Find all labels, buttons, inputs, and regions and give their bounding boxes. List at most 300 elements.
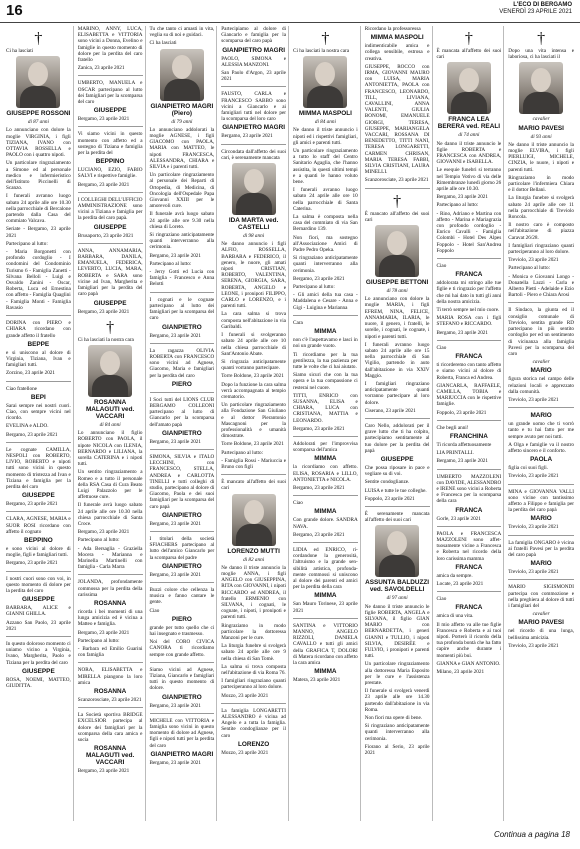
notice-text: Bergamo, 23 aprile 2021	[149, 571, 201, 578]
portrait-head	[387, 231, 407, 255]
notice-text: Si ringrazia anticipatamente quanti vorranno partecipare.	[221, 358, 286, 372]
notice-text: Milano, 23 aprile 2021	[436, 669, 485, 675]
portrait-photo	[519, 62, 563, 114]
portrait-body	[236, 524, 272, 546]
notice-divider	[78, 75, 143, 76]
notice-text: Tu che tanto ci amasti in vita, veglia su di noi e guidaci.	[149, 26, 215, 39]
notice-text: Bergamo, 23 aprile 2021	[149, 438, 201, 445]
portrait-head	[172, 55, 192, 79]
portrait-photo	[375, 225, 419, 277]
notice-text: PAOLO, SIMONA e ALESSIA MANZONI.	[221, 55, 286, 68]
deceased-name: PAOLA	[530, 456, 553, 464]
notice-text: Bergamo, 23 aprile 2021	[436, 458, 488, 465]
notice-text: Sarai sempre nei nostri cuori. Ciao, con sempre vicini nel ricordo.	[6, 402, 71, 422]
notice-text: I funerali avranno luogo sabato 24 aprile alle ore 15 nella parrocchiale di San Vigilio, partendo in auto dall'abitazione in via XXIV Maggio.	[364, 341, 430, 379]
notice-text: Gorle, 23 aprile 2021	[436, 515, 481, 522]
deceased-name: ROSANNA	[93, 688, 127, 696]
notice-divider	[508, 302, 574, 303]
notice-text: LUISA e tutte le tue colleghe.	[364, 487, 427, 494]
deceased-name: MARIO	[530, 412, 552, 420]
notice-text: Il Sindaco, la giunta ed il consiglio comunale di Treviolo, sentita grande RD partecipano in più sentito cordoglio per ed un sentimento di vicinanza alla famiglia Pavesi per la scomparsa del caro	[508, 307, 574, 357]
notice-subline: di 74 anni	[458, 132, 480, 139]
notice-text: Si ringraziano anticipatamente quanti interverranno alla cerimonia.	[364, 723, 430, 742]
notice-text: Ciao	[436, 596, 447, 603]
deceased-name: GIANPIETRO	[161, 562, 202, 570]
notice-text: TITTI, ENRICO con SUSANNA, ELISA e CHIARA, LUCA con CRISTIANA, MATTIA e LEONARDO.	[293, 392, 358, 424]
notice-divider	[6, 571, 71, 572]
notice-divider	[6, 315, 71, 316]
notice-subline: di 97 anni	[386, 595, 408, 602]
notice-text: ANNA, ANNAMARIA, BARBARA, DANILA, EMANUELA, FEDERICA, LEVERTO, LUCIA, MARA, ROBERTA e SARA sono vicine ad Ivan, Margherita e famigliari per la perdita del caro papà	[77, 247, 143, 298]
notice-subline: di 82 anni	[243, 556, 265, 563]
notice-text: Lo annunciano addolorati la moglie AGNESE, i figli GIACOMO con PAOLA, MARIA con MATTEO, le nipoti FRANCESCA, ALESSANDRA, CHIARA e SILVIA e i parenti tutti.	[149, 126, 215, 171]
notice-text: Fiorano al Serio, 23 aprile 2021	[364, 743, 430, 757]
portrait-head	[531, 68, 551, 92]
notice-text: Ne danno il triste annuncio le figlie ROBERTA e FRANCESCA con ANDREA, GIOVANNI e ISABELLA.	[436, 140, 502, 166]
notice-text: figlia coi suoi figli.	[508, 465, 549, 472]
notice-text: I funerali si svolgeranno sabato 24 aprile alle ore 10 nella chiesa parrocchiale di Sant'Antonio Abate.	[221, 332, 286, 357]
notice-text: grande per tutto quello che ci hai insegnato e trasmesso.	[149, 624, 215, 637]
notice-text: PAOLA e FRANCESCA MAZZOLENI sono affettuosamente vicine a Francesca e Roberta nel ricordo della loro carissima mamma	[436, 530, 502, 562]
deceased-name: GIUSEPPE	[22, 667, 55, 675]
portrait-head	[387, 531, 407, 555]
portrait-photo	[303, 56, 347, 108]
notice-text: Mozzo, 23 aprile 2021	[221, 749, 269, 756]
portrait-body	[20, 86, 56, 108]
notice-text: - Rino, Adriano e Martina con affetto - Marina e Mariagrazia con profondo cordoglio - Enrico Cavalli - Famiglia Colombi - Hotel Des Alpes Foppolo - Hotel San'Andrea Foppolo	[436, 210, 502, 254]
notice-text: Ti ricordiamo per la tua gentilezza, la tua pazienza per tutte le volte che ci hai aiutato.	[293, 351, 358, 370]
obituary-column	[435, 26, 505, 821]
deceased-name: ROSANNA MALAGUTI ved. VACCARI	[85, 398, 135, 420]
obituary-column	[76, 26, 146, 821]
notice-text: Zorzino, 23 aprile 2021	[6, 370, 55, 377]
notice-text: Un sentito ringraziamento a Romeo e a tutto il personale della RSA Casa di Cura Beato Luigi Palazzolo per le affettuose cure.	[77, 469, 143, 501]
deceased-name: MIMMA MASPOLI	[370, 34, 424, 42]
notice-text: e si uniscono al dolore di Virginia, Tiziana, Ivan e famigliari tutti.	[6, 349, 71, 369]
notice-text: I famigliari ringraziano quanti parteciperanno al loro dolore.	[508, 242, 574, 256]
deceased-name: GIANPIETRO MAGRI (Piero)	[150, 102, 214, 117]
notice-text: Ciao	[149, 607, 160, 614]
notice-text: Bergamo, 23 aprile 2021	[293, 484, 345, 491]
notice-text: Partecipano al lutto:	[6, 240, 48, 247]
notice-text: Treviolo, 23 aprile 2021	[508, 642, 559, 649]
notice-text: Ringraziamo in modo particolare la dottoressa Manzoni per le cure.	[221, 622, 286, 641]
deceased-name: GIUSEPPE	[380, 455, 414, 463]
notice-text: LIDIA ed ENRICO, ricordandone la generosità, l'altruismo e la grande sensibilità artistica, profondamente commossi si uniscono al dolore dei parenti ed amici per la perdita della cara	[293, 546, 358, 591]
page-number: 16	[6, 2, 23, 19]
publication-info	[499, 2, 572, 16]
notice-text: Ti terrò sempre nel mio cuore.	[436, 307, 500, 314]
deceased-name: FRANCA LEA BERERA ved. REALI	[437, 116, 500, 131]
notice-divider	[293, 315, 358, 316]
notice-text: Ne danno il triste annuncio la moglie ANNA, i figli ANGELO con GIUSEPPINA, RITA con GIOVANNI, i nipoti RICCARDO ed ANDREA, il fratello ERMENIO con SILVANA, i cognati, le cognate, i nipoti, i pronipoti e parenti tutti.	[221, 564, 286, 621]
obituary-columns	[4, 26, 576, 821]
notice-text: Partecipano al lutto:	[436, 202, 479, 209]
notice-text: Dopo la funzione la cara salma verrà accompagnata al tempio crematorio.	[221, 381, 286, 400]
notice-text: ti ricorderemo con tanto affetto e siamo vicini al dolore di Roberta, Franca ed Andrea.	[436, 362, 502, 381]
notice-divider	[6, 381, 71, 382]
notice-text: I titolari della società SFIACHERS partecipano al lutto dell'amico Giancarlo per la scomparsa del padre	[149, 535, 215, 561]
notice-text: Ci ha lasciati	[149, 40, 177, 47]
notice-text: amica di una vita.	[436, 613, 474, 620]
deceased-name: LORENZO	[238, 740, 270, 748]
notice-text: Il funerale avrà luogo sabato 24 aprile alle ore 10.30 nella chiesa parrocchiale di Santa Croce.	[77, 502, 143, 527]
portrait-head	[100, 351, 120, 375]
notice-text: Il nostro caro è composto nell'abitazione di piazza Caravat 26/28.	[508, 222, 574, 241]
notice-divider	[78, 192, 143, 193]
deceased-name: GIANPIETRO	[161, 429, 202, 437]
obituary-column	[148, 26, 218, 821]
notice-subline: di 98 anni	[243, 233, 265, 240]
notice-text: - Ada Bersaglia - Graziella Mocera - Marianna e Marinella Martinelli con famiglia - Carla Marra	[77, 545, 143, 571]
notice-text: e sono vicini al dolore di moglie, figli e famigliari tutti.	[6, 545, 71, 559]
notice-divider	[437, 526, 502, 527]
notice-text: Ringraziamo in modo particolare l'infermiera Chiara e il dottor Bellani.	[508, 174, 574, 194]
notice-text: Vi siamo vicini in questo momento con affetto ed a sostegno di Tiziana e famiglia per la perdita del	[77, 131, 143, 157]
portrait-head	[315, 62, 335, 86]
notice-text: La salma si trova composta nell'abitazione di via Roma 76.	[221, 663, 286, 677]
notice-text: Il mio affetto va alle tue figlie Francesca e Roberta e ai tuoi nipoti. Porterò il ricordo della tua profonda bontà che ha fatto capire anche durante i momenti più bui.	[436, 621, 502, 659]
notice-text: FAUSTO, CARLA e FRANCESCO SABBO sono vicini a Giancarlo e ai famigliari tutti nel dolore per la scomparsa del loro caro	[221, 91, 286, 123]
notice-text: Ciao	[436, 344, 447, 351]
notice-text: A Olga e famiglie va il nostro affetto sincero e il conforto.	[508, 441, 574, 454]
notice-text: Brusaporto, 23 aprile 2021	[77, 232, 134, 239]
deceased-name: GIUSEPPE	[93, 107, 127, 115]
notice-divider	[365, 506, 430, 507]
notice-text: Ne danno il triste annuncio i nipoti ed i rispettivi famigliari, gli amici e parenti tutti.	[293, 127, 358, 146]
notice-divider	[150, 713, 215, 714]
notice-text: Partecipano al lutto:	[77, 537, 120, 544]
notice-divider	[293, 436, 358, 437]
notice-subline: di 84 anni	[99, 421, 121, 428]
notice-text: Bergamo, 23 aprile 2021	[77, 768, 130, 775]
deceased-name: GIUSEPPE	[22, 596, 55, 604]
deceased-name: GIANPIETRO MAGRI	[222, 124, 286, 132]
notice-text: - Monica e Giovanni Longo - Donatella Lazzi - Carla e Alberto Pietti - Adelaide e Ezio Bartoli - Piero e Chiara Arosi	[508, 273, 574, 299]
deceased-name: BEPPE	[27, 340, 50, 348]
portrait-body	[236, 193, 272, 215]
notice-text: I famigliari ringraziano anticipatamente quanti vorranno partecipare al loro dolore.	[364, 380, 430, 406]
obituary-column	[219, 26, 289, 821]
notice-text: Bergamo, 23 aprile 2021	[149, 520, 201, 527]
deceased-name: FRANCA	[455, 353, 483, 361]
notice-text: ricorda i bei momenti di una lunga amicizia ed è vicina a Matteo e famiglia.	[77, 608, 143, 628]
portrait-body	[379, 555, 415, 577]
notice-divider	[150, 343, 215, 344]
publication-name: L'ECO DI BERGAMO	[513, 2, 572, 8]
cross-icon: †	[537, 30, 546, 47]
notice-text: Il funerale si svolgerà venerdì 23 aprile alle ore 14.30 partendo dall'abitazione in via Roma.	[364, 688, 430, 713]
notice-text: Treviolo, 23 aprile 2021	[508, 396, 559, 403]
notice-text: Siamo sicuri che con la tua opera e la tua compassione ci resterai nel cuore.	[293, 372, 358, 391]
notice-text: Buzzi colore che cellenza la musica e fanno cantare le gente.	[149, 586, 215, 606]
notice-divider	[293, 618, 358, 619]
notice-text: Le cognate CAMILLA, NESPOLI con ROBERTO, LIVIO, ROBERTO e nipoti tutti sono vicini in questo momento di tristezza ad Ivan e Tiziana e famiglia per la perdita del caro	[6, 446, 71, 490]
notice-text: Scanzorosciate, 23 aprile 2021	[364, 177, 429, 184]
notice-text: Bergamo, 23 aprile 2021	[293, 531, 345, 538]
notice-subline: di 84 anni	[314, 119, 336, 126]
notice-text: GIANCARLA, RAFFAELE, CAMILLA, TOBIA e MARIUCCIA con le rispettive famiglie.	[436, 382, 502, 408]
notice-text: - Maria Borgonetti con profondo cordoglio - I condomini del Condominio Turismo 6 - Famiglia Zanetti - Silvana Belloli - Luigi e Osvaldo Zanini - Oscar, Roberta, Luca ed Ernestina con affetto - Famiglia Quaglini - Famiglia Monti - Famiglia Ravasio	[6, 249, 71, 311]
deceased-name: MIMMA MASPOLI	[298, 110, 352, 118]
portrait-body	[451, 92, 487, 114]
notice-text: Partecipiamo al dolore di Giancarlo e famiglia per la scomparsa del caro papà	[221, 26, 286, 45]
portrait-photo	[375, 525, 419, 577]
notice-text: I Soci tutti del LIONS CLUB BERGAMO COLLEONI partecipano al lutto di Giancarlo per la scomparsa dell'amato papà	[149, 396, 215, 428]
deceased-name: MARIO	[530, 560, 552, 568]
deceased-name: GIUSEPPE	[93, 223, 127, 231]
notice-text: Che possa riposare in pace e vegliare su di voi.	[364, 464, 430, 478]
notice-text: EVELINA e ALDO.	[6, 423, 49, 430]
deceased-name: MIMMA	[314, 455, 337, 463]
notice-text: Treviolo, 23 aprile 2021	[508, 569, 559, 576]
notice-text: Ne danno il triste annuncio la moglie ELVIRA, i figli PIERLUIGI, MICHELE, CINZIA, le nuore, i nipoti e parenti tutti.	[508, 141, 574, 173]
deceased-name: MARIO PAVESI	[518, 124, 564, 132]
deceased-name: ROSANNA MALAGUTI ved. VACCARI	[85, 745, 135, 767]
page-header	[0, 0, 580, 23]
notice-text: Un particolare ringraziamento a Simone ed al personale medico e infermieristico dell'Istituto Piccinelli di Scanzo.	[6, 160, 71, 192]
notice-text: Sentite condoglianze.	[364, 479, 410, 486]
notice-text: non c'è l'aspettavamo e lasci in noi un grande vuoto.	[293, 337, 358, 350]
notice-text: Bergamo, 23 aprile 2021	[77, 116, 130, 123]
notice-text: I funerali avranno luogo sabato 24 aprile alle ore 10 nella parrocchiale di Santa Caterina.	[293, 187, 358, 212]
notice-text: I famigliari ringraziano quanti parteciperanno al loro dolore.	[221, 678, 286, 691]
notice-text: Non fiori, ma sostegno all'Associazione Amici di Padre Pedro Opeka.	[293, 234, 358, 254]
notice-text: Un particolare ringraziamento alla dottoressa Maria Esposito per le cure e l'assistenza prestate.	[364, 661, 430, 687]
portrait-photo	[160, 49, 204, 101]
notice-text: Torre Boldone, 23 aprile 2021	[221, 441, 284, 448]
notice-text: LIA PRINTALLI.	[436, 450, 474, 457]
notice-text: Un particolare ringraziamento alla Fondazione San Giuliano e al dottor Pierantonio Mascagnoni per la professionalità e umanità dimostrate.	[221, 402, 286, 440]
notice-text: addolorata mi stringo alle tue figlie e ti ringrazio per l'affetto che mi hai dato in tutti gli anni della nostra amicizia.	[436, 280, 502, 305]
notice-text: Siamo vicini ad Agnese, Tiziana, Giancarlo e famigliari tutti in questo momento di dolore.	[149, 666, 215, 692]
notice-text: SANTINA e VITTORIO MANNO, ANGELO RIZZOLI, DANIELA CAVALLO e tutti gli amici della GRAFICA T, DOLORI di Matera ricordano con affetto la cara amica	[293, 622, 358, 667]
notice-text: Bergamo, 23 aprile 2021	[149, 759, 201, 766]
notice-text: - Barbara ed Emilio Guarini con famiglia	[77, 646, 143, 659]
notice-divider	[150, 392, 215, 393]
notice-subline: cavalier	[532, 611, 550, 618]
notice-text: Il funerale avrà luogo sabato 24 aprile alle ore 9.30 nella chiesa di Loreto.	[149, 211, 215, 230]
notice-divider	[78, 662, 143, 663]
notice-text: Locate, 23 aprile 2021	[436, 580, 484, 587]
notice-text: Scanzorosciate, 23 aprile 2021	[77, 697, 142, 704]
notice-text: San Mauro Torinese, 23 aprile 2021	[293, 601, 358, 614]
notice-divider	[437, 340, 502, 341]
notice-divider	[78, 707, 143, 708]
notice-text: Cara	[293, 319, 303, 326]
notice-text: MARINO, ANNY, LUCA, ELISABETTA e VITTORIA sono vicini a Donna, Evelino e famiglie in questo momento di dolore per la perdita del caro fratello	[77, 26, 143, 64]
notice-divider	[508, 535, 574, 536]
notice-text: Dopo una vita intensa e laboriosa, ci ha lasciati il	[508, 48, 574, 61]
notice-text: nel ricordo di una lunga, bellissima amicizia.	[508, 628, 574, 641]
notice-divider	[221, 86, 286, 87]
portrait-head	[244, 500, 264, 524]
cross-icon: †	[321, 30, 330, 47]
notice-text: La famiglia LONGARETTI ALESSANDRO è vicina ad Angelo e a tutta la famiglia. Sentite condoglianze per il caro	[221, 707, 286, 739]
cross-icon: †	[34, 30, 43, 47]
cross-icon: †	[464, 30, 473, 47]
notice-text: un grande uomo che ti vorrò tanto e tu hai fatto per me sempre avuto per noi tutti.	[508, 421, 574, 440]
notice-text: In questo doloroso momento ci uniamo vicino a Virginia, Ivano, Margherita, Paolo e Tiziana per la perdita del caro	[6, 641, 71, 666]
notice-text: Ciao fratellone	[6, 385, 37, 392]
notice-text: Treviolo, 23 aprile 2021	[508, 524, 559, 531]
notice-text: Ci ha lasciati	[6, 48, 34, 54]
notice-subline: cavalier	[532, 359, 550, 366]
notice-text: la ricordiamo con affetto. ELISA, ROSARIA e LILLO, ANTONIETTA e NICOLA.	[293, 464, 358, 483]
notice-subline: di 93 anni	[530, 133, 552, 140]
notice-text: Bergamo, 23 aprile 2021	[6, 431, 58, 438]
notice-text: Foppolo, 23 aprile 2021	[364, 495, 415, 502]
portrait-photo	[232, 163, 276, 215]
notice-divider	[365, 418, 430, 419]
notice-text: È mancata all'affetto dei suoi cari	[436, 48, 502, 61]
obituary-column	[506, 26, 576, 821]
notice-text: Matera, 23 aprile 2021	[293, 677, 341, 684]
notice-text: Bergamo, 23 aprile 2021	[149, 252, 201, 259]
notice-text: Le esequie funebri si terranno nel Tempio Votivo di via delle Rimembranze lunedì giorno 26 aprile alle ore 10.30.	[436, 167, 502, 193]
deceased-name: MIMMA	[314, 508, 337, 516]
notice-divider	[150, 531, 215, 532]
notice-text: Ricordano la professoressa	[364, 26, 421, 32]
notice-text: I nostri cuori sono con voi, in questo momento di dolore per la perdita del caro	[6, 575, 71, 594]
notice-text: Un particolare ringraziamento al personale dei Reparti di Ortopedia, di Medicina, di Oncologia dell'Ospedale Papa Giovanni XXIII per le amorevoli cure.	[149, 172, 215, 210]
deceased-name: GIANPIETRO	[161, 511, 202, 519]
notice-divider	[437, 258, 502, 259]
notice-text: La liturgia funebre si svolgerà sabato 24 aprile alle ore 9 nella chiesa di San Tomè.	[221, 643, 286, 662]
deceased-name: MARIO	[530, 515, 552, 523]
notice-text: Bergamo, 23 aprile 2021	[6, 501, 58, 508]
notice-divider	[221, 474, 286, 475]
portrait-photo	[88, 345, 132, 397]
notice-divider	[437, 420, 502, 421]
notice-text: Bergamo, 23 aprile 2021	[77, 629, 130, 636]
notice-text: - Famiglia Rossi - Mariuccia e Bruno con figli	[221, 457, 286, 470]
notice-text: Foppolo, 23 aprile 2021	[436, 409, 487, 416]
notice-text: Ciao	[436, 263, 447, 270]
notice-text: La Società sportiva BRIDGE EXCELSIOR partecipa al dolore dei famigliari per la scomparsa della cara amica e socia	[77, 712, 143, 744]
deceased-name: IDA MARTA ved. CASTELLI	[228, 217, 279, 232]
deceased-name: BEPPINO	[95, 158, 125, 166]
deceased-name: PIERO	[171, 380, 192, 388]
publication-date: VENERDÌ 23 APRILE 2021	[499, 9, 572, 15]
portrait-head	[459, 68, 479, 92]
notice-text: SIMONA, SILVIA e ITALO LECCHINI, con FRANCESCO, STELLA, ANDREA e CARLOTTA TINELLI e tutti colleghi di studio, partecipano al dolore di Giacomo, Paola e dei suoi famigliari per la scomparsa del caro papà	[149, 453, 215, 510]
notice-divider	[6, 442, 71, 443]
notice-text: GIANNA e GIAN ANTONIO.	[436, 660, 501, 667]
notice-text: Torre Boldone, 23 aprile 2021	[221, 373, 284, 380]
notice-divider	[150, 582, 215, 583]
notice-text: GIUSEPPE, ROCCO con IRMA, GIOVANNI MAURO con LUISA, MARIA ANTONIETTA, PAOLA con FRANCESCO, LEONARDO, TILL, LIVIANA, CAVALLINI, ANNA VALENTI, GIULIA BONOMI, EMANUELE GIORGI, TERESA, GIUSEPPE, MARIANGELA VACCARI, ROSSANA DI BENEDETTO, TITTI NANI, TERESA LONGARETTI, CARMEN CHRISAN, MARIA TERESA FABBI, SILVIA CRISTIANI, LAURA MINELLI.	[364, 63, 430, 176]
notice-divider	[437, 469, 502, 470]
notice-subline: di 79 anni	[171, 118, 193, 125]
notice-text: Bergamo, 23 aprile 2021	[221, 133, 273, 140]
notice-text: Caro Nello, addolorati per il grave lutto che ti ha colpito, partecipiamo sentitamente al tuo dolore per la perdita del papà	[364, 422, 430, 454]
notice-text: I COLLEGHI DELL'UFFICIO AMMINISTRAZIONE sono vicini a Tiziana e famiglia per la perdita del caro papà.	[77, 196, 143, 222]
notice-text: Bergamo, 23 aprile 2021	[6, 560, 58, 567]
notice-text: Lo annunciano con dolore la moglie MARIA, i figli EFREM, NINA, FELICE, ANNAMARIA, ILARIA, le nuore, il genero, i fratelli, le sorelle, i cognati, le cognate, i nipoti e parenti tutti.	[364, 296, 430, 340]
notice-text: MINA e GIOVANNA VALLI sono vicine con tantissimo affetto a Filippo e famiglia per la perdita del caro papà	[508, 488, 574, 514]
deceased-name: GIUSEPPE ROSSONI	[6, 110, 71, 118]
deceased-name: MARIO	[530, 367, 552, 375]
notice-text: Ti ricorda affettuosamente	[436, 441, 492, 448]
obituary-column	[4, 26, 74, 821]
notice-divider	[221, 703, 286, 704]
notice-text: Partecipano al lutto:	[149, 260, 192, 267]
notice-divider	[508, 579, 574, 580]
notice-text: I funerali avranno luogo sabato 24 aprile alle ore 10.30 nella parrocchiale di Bercalone partendo dalla Casa del commiato Valcava.	[6, 193, 71, 225]
notice-subline: di 87 anni	[27, 119, 49, 126]
notice-divider	[221, 144, 286, 145]
deceased-name: MARIO PAVESI	[518, 619, 564, 627]
notice-text: Bergamo, 23 aprile 2021	[436, 329, 488, 336]
notice-divider	[78, 243, 143, 244]
obituary-column	[363, 26, 433, 821]
cross-icon: †	[393, 192, 402, 210]
notice-divider	[78, 574, 143, 575]
deceased-name: FRANCHINA	[449, 432, 488, 440]
notice-text: LUCIANO, EZIO, FABIO SALVI e rispettive famiglie.	[77, 167, 143, 180]
portrait-photo	[16, 56, 60, 108]
portrait-body	[523, 92, 559, 114]
deceased-name: FRANCA	[455, 506, 483, 514]
portrait-head	[244, 169, 264, 193]
notice-text: Partecipano al lutto:	[508, 265, 551, 272]
notice-text: indimenticabile amica e collega sensibile, estrosa e creativa.	[364, 43, 430, 62]
notice-divider	[508, 407, 574, 408]
notice-text: Ne danno annuncio i figli ALFIO, ROSSELLA, BARBARA e FEDERICO, il genero, le nuore, gli amati nipoti CRISTIAN, ROBERTO, VALENTINA, SERENA, GIORGIA, SARA, ROBERTA, ANGELO e LEONE, i pronipoti FILIPPO, CARLO e LORENZO, e i parenti tutti.	[221, 241, 286, 310]
notice-divider	[78, 126, 143, 127]
notice-text: CLARA, AGNESE, MARIA e SUOR ROSI ricordano con affetto il cognato	[6, 516, 71, 535]
notice-text: UMBERTO, MANUELA e OSCAR partecipano al lutto dei famigliari per la scomparsa del caro	[77, 80, 143, 106]
notice-text: UMBERTO MAZZOLENI con DAVIDE, ALESSANDRO e IRENE sono vicini a Roberta e Francesca per la scomparsa della cara	[436, 473, 502, 505]
notice-text: Bergamo, 23 aprile 2021	[293, 425, 345, 432]
notice-text: amica da sempre.	[436, 572, 473, 579]
notice-divider	[6, 511, 71, 512]
deceased-name: FRANCA	[455, 563, 483, 571]
notice-text: Bergamo, 23 aprile 2021	[77, 181, 130, 188]
portrait-photo	[447, 62, 491, 114]
notice-text: Bergamo, 23 aprile 2021	[77, 529, 130, 536]
notice-text: Si ringraziano anticipatamente quanti interverranno alla cerimonia.	[149, 232, 215, 251]
continue-note: Continua a pagina 18	[493, 830, 570, 839]
notice-text: Non fiori ma opere di bene.	[364, 715, 423, 722]
notice-divider	[437, 591, 502, 592]
notice-text: È mancato all'affetto dei suoi cari	[221, 479, 286, 492]
notice-text: Addolorati per l'improvvisa scomparsa dell'amica	[293, 440, 358, 454]
notice-text: Mozzo, 23 aprile 2021	[221, 692, 269, 699]
notice-text: Noi del CORO CIVICA CANORA ti ricordiamo sempre con grande affetto.	[149, 639, 215, 658]
notice-divider	[6, 636, 71, 637]
notice-text: Ci ha lasciati la nostra cara	[77, 336, 134, 343]
notice-text: Treviolo, 23 aprile 2021	[508, 257, 559, 264]
portrait-body	[379, 255, 415, 277]
notice-text: Ne danno il triste annuncio le figlie ROBERTA, ANGELA e SILVANA, il figlio GIAN MARIO con BERNARDETTA, i generi GIANNI e TULLIO, i nipoti SILVIA, DESIRÉE e FULVIO, i pronipoti e parenti tutti.	[364, 603, 430, 660]
notice-text: Che begli anni!	[436, 424, 469, 431]
notice-text: Zanica, 23 aprile 2021	[77, 65, 125, 72]
notice-text: Ciao	[293, 500, 303, 507]
notice-text: MICHELE con VITTORIA e famiglia sono vicini in questo momento di dolore ad Agnese, figli e nipoti tutti per la perdita del caro	[149, 717, 215, 749]
deceased-name: BEPI	[30, 393, 46, 401]
notice-text: I cognati e le cognate partecipano al lutto dei famigliari per la scomparsa del caro	[149, 296, 215, 322]
notice-divider	[365, 188, 430, 189]
notice-text: - Jerry Gotti ed Lucia con famiglia - Francesco e Anna Belotti	[149, 269, 215, 288]
notice-text: NORA, ELISABETTA e MIRELLA piangono la loro amica	[77, 667, 143, 686]
notice-text: Bergamo, 23 aprile 2021	[149, 332, 201, 339]
notice-text: La cara salma si trova composta nell'abitazione in via Garibaldi.	[221, 311, 286, 330]
deceased-name: GIUSEPPE	[93, 299, 127, 307]
notice-divider	[293, 495, 358, 496]
cross-icon: †	[106, 318, 115, 336]
